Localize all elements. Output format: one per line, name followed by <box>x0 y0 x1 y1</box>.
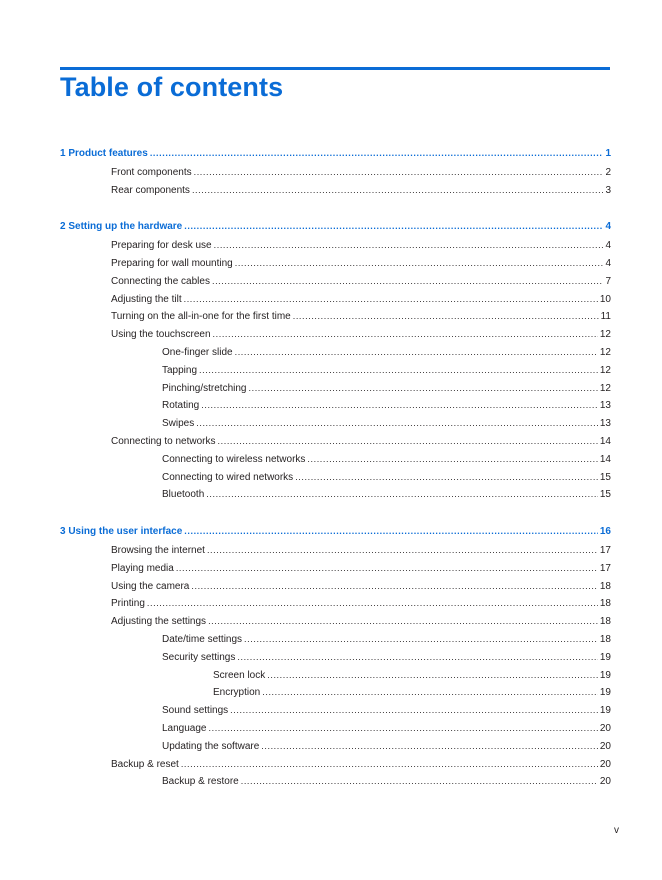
toc-entry-label: Sound settings <box>162 705 229 717</box>
toc-entry-page: 17 <box>599 562 611 574</box>
toc-entry-link[interactable] <box>60 380 611 398</box>
dot-leader <box>261 738 598 756</box>
toc-entry-page: 18 <box>599 633 611 645</box>
heading-rule <box>60 67 610 70</box>
dot-leader <box>199 362 598 380</box>
toc-entry-label: Connecting to wireless networks <box>162 453 306 465</box>
toc-entry-label: Adjusting the settings <box>111 616 207 628</box>
toc-entry-link[interactable] <box>60 273 611 291</box>
toc-entry-label: 1 Product features <box>60 148 148 159</box>
toc-entry-page: 20 <box>599 776 611 788</box>
toc-entry-label: Rear components <box>111 184 190 196</box>
toc-chapter-link[interactable] <box>60 218 611 236</box>
toc-entry-page: 13 <box>599 400 611 412</box>
toc-entry-link[interactable] <box>60 684 611 702</box>
toc-entry-link[interactable] <box>60 237 611 255</box>
toc-entry-page: 12 <box>599 382 611 394</box>
dot-leader <box>191 578 598 596</box>
toc-entry-link[interactable] <box>60 702 611 720</box>
toc-entry-label: Tapping <box>162 364 198 376</box>
dot-leader <box>150 145 604 163</box>
toc-entry-label: 3 Using the user interface <box>60 526 183 538</box>
toc-entry-page: 18 <box>599 616 611 628</box>
toc-entry-page: 2 <box>605 166 611 178</box>
toc-entry-page: 7 <box>605 275 611 287</box>
toc-entry-link[interactable] <box>60 720 611 738</box>
dot-leader <box>262 684 598 702</box>
toc-entry-label: Swipes <box>162 418 195 430</box>
toc-entry-page: 20 <box>599 722 611 734</box>
toc-entry-label: Using the touchscreen <box>111 329 211 341</box>
toc-entry-link[interactable] <box>60 182 611 200</box>
toc-entry-label: Printing <box>111 598 145 610</box>
toc-entry-page: 13 <box>599 418 611 430</box>
dot-leader <box>249 380 598 398</box>
toc-entry-label: Turning on the all-in-one for the first time <box>111 311 291 323</box>
toc-entry-link[interactable] <box>60 326 611 344</box>
toc-entry-link[interactable] <box>60 738 611 756</box>
toc-entry-link[interactable] <box>60 469 611 487</box>
toc-entry-page: 16 <box>599 526 611 538</box>
toc-entry-page: 15 <box>599 489 611 501</box>
toc-entry-link[interactable] <box>60 613 611 631</box>
dot-leader <box>241 773 598 791</box>
dot-leader <box>293 308 599 326</box>
toc-entry-page: 4 <box>605 257 611 269</box>
toc-entry-label: Using the camera <box>111 580 190 592</box>
dot-leader <box>209 720 598 738</box>
toc-entry-label: Backup & restore <box>162 776 239 788</box>
toc-entry-link[interactable] <box>60 631 611 649</box>
toc-chapter-link[interactable] <box>60 523 611 541</box>
toc-entry-label: Pinching/stretching <box>162 382 247 394</box>
toc-entry-page: 20 <box>599 740 611 752</box>
dot-leader <box>176 560 598 578</box>
toc-entry-page: 19 <box>599 705 611 717</box>
toc-entry-page: 10 <box>599 293 611 305</box>
dot-leader <box>267 667 598 685</box>
toc-entry-link[interactable] <box>60 433 611 451</box>
toc-entry-label: Browsing the internet <box>111 544 205 556</box>
toc-entry-link[interactable] <box>60 542 611 560</box>
toc-entry-label: Connecting to networks <box>111 435 216 447</box>
page-number: v <box>614 825 619 836</box>
toc-entry-label: Connecting the cables <box>111 275 210 287</box>
toc-entry-label: Preparing for desk use <box>111 240 212 252</box>
dot-leader <box>235 255 604 273</box>
toc-section <box>60 145 611 199</box>
toc-entry-page: 14 <box>599 453 611 465</box>
toc-entry-page: 3 <box>605 184 611 196</box>
dot-leader <box>192 182 604 200</box>
toc-entry-label: Language <box>162 722 207 734</box>
toc-entry-label: Encryption <box>213 687 261 699</box>
toc-entry-link[interactable] <box>60 362 611 380</box>
dot-leader <box>307 451 597 469</box>
toc-entry-link[interactable] <box>60 451 611 469</box>
toc-entry-link[interactable] <box>60 649 611 667</box>
toc-entry-page: 1 <box>605 148 611 159</box>
dot-leader <box>184 218 603 236</box>
toc-entry-label: Adjusting the tilt <box>111 293 182 305</box>
toc-entry-page: 14 <box>599 435 611 447</box>
toc-chapter-link[interactable] <box>60 145 611 163</box>
table-of-contents <box>60 145 611 810</box>
toc-entry-label: Rotating <box>162 400 200 412</box>
toc-entry-page: 4 <box>605 221 611 233</box>
toc-entry-label: One-finger slide <box>162 346 233 358</box>
dot-leader <box>295 469 598 487</box>
toc-entry-link[interactable] <box>60 255 611 273</box>
dot-leader <box>184 291 598 309</box>
toc-entry-page: 11 <box>600 311 611 323</box>
dot-leader <box>201 397 598 415</box>
toc-entry-link[interactable] <box>60 415 611 433</box>
toc-entry-page: 18 <box>599 580 611 592</box>
toc-entry-label: Updating the software <box>162 740 260 752</box>
toc-entry-label: Playing media <box>111 562 174 574</box>
dot-leader <box>230 702 598 720</box>
toc-section <box>60 523 611 791</box>
toc-entry-page: 12 <box>599 346 611 358</box>
toc-entry-page: 15 <box>599 471 611 483</box>
dot-leader <box>184 523 598 541</box>
toc-entry-page: 4 <box>605 240 611 252</box>
dot-leader <box>207 542 598 560</box>
toc-entry-page: 18 <box>599 598 611 610</box>
dot-leader <box>213 326 598 344</box>
toc-entry-link[interactable] <box>60 397 611 415</box>
toc-entry-link[interactable] <box>60 578 611 596</box>
toc-entry-link[interactable] <box>60 595 611 613</box>
dot-leader <box>212 273 603 291</box>
toc-entry-page: 20 <box>599 758 611 770</box>
toc-entry-label: Backup & reset <box>111 758 179 770</box>
dot-leader <box>181 756 598 774</box>
dot-leader <box>196 415 598 433</box>
toc-entry-link[interactable] <box>60 667 611 685</box>
dot-leader <box>208 613 598 631</box>
toc-entry-page: 17 <box>599 544 611 556</box>
toc-entry-link[interactable] <box>60 291 611 309</box>
toc-entry-page: 12 <box>599 329 611 341</box>
toc-entry-link[interactable] <box>60 344 611 362</box>
dot-leader <box>194 164 604 182</box>
toc-entry-label: Date/time settings <box>162 633 243 645</box>
toc-entry-label: Screen lock <box>213 669 266 681</box>
toc-entry-label: Bluetooth <box>162 489 205 501</box>
dot-leader <box>237 649 598 667</box>
dot-leader <box>235 344 598 362</box>
toc-entry-label: Security settings <box>162 651 236 663</box>
dot-leader <box>214 237 604 255</box>
toc-entry-page: 19 <box>599 651 611 663</box>
toc-entry-link[interactable] <box>60 308 611 326</box>
dot-leader <box>244 631 598 649</box>
toc-entry-link[interactable] <box>60 164 611 182</box>
page-title: Table of contents <box>60 72 284 102</box>
toc-entry-label: Front components <box>111 166 192 178</box>
toc-section <box>60 218 611 504</box>
toc-entry-label: Preparing for wall mounting <box>111 257 233 269</box>
toc-entry-page: 19 <box>599 669 611 681</box>
dot-leader <box>218 433 598 451</box>
toc-entry-link[interactable] <box>60 486 611 504</box>
toc-entry-link[interactable] <box>60 773 611 791</box>
toc-entry-page: 19 <box>599 687 611 699</box>
toc-entry-link[interactable] <box>60 756 611 774</box>
dot-leader <box>206 486 598 504</box>
toc-entry-page: 12 <box>599 364 611 376</box>
toc-entry-link[interactable] <box>60 560 611 578</box>
toc-entry-label: 2 Setting up the hardware <box>60 221 183 233</box>
toc-entry-label: Connecting to wired networks <box>162 471 294 483</box>
dot-leader <box>147 595 598 613</box>
